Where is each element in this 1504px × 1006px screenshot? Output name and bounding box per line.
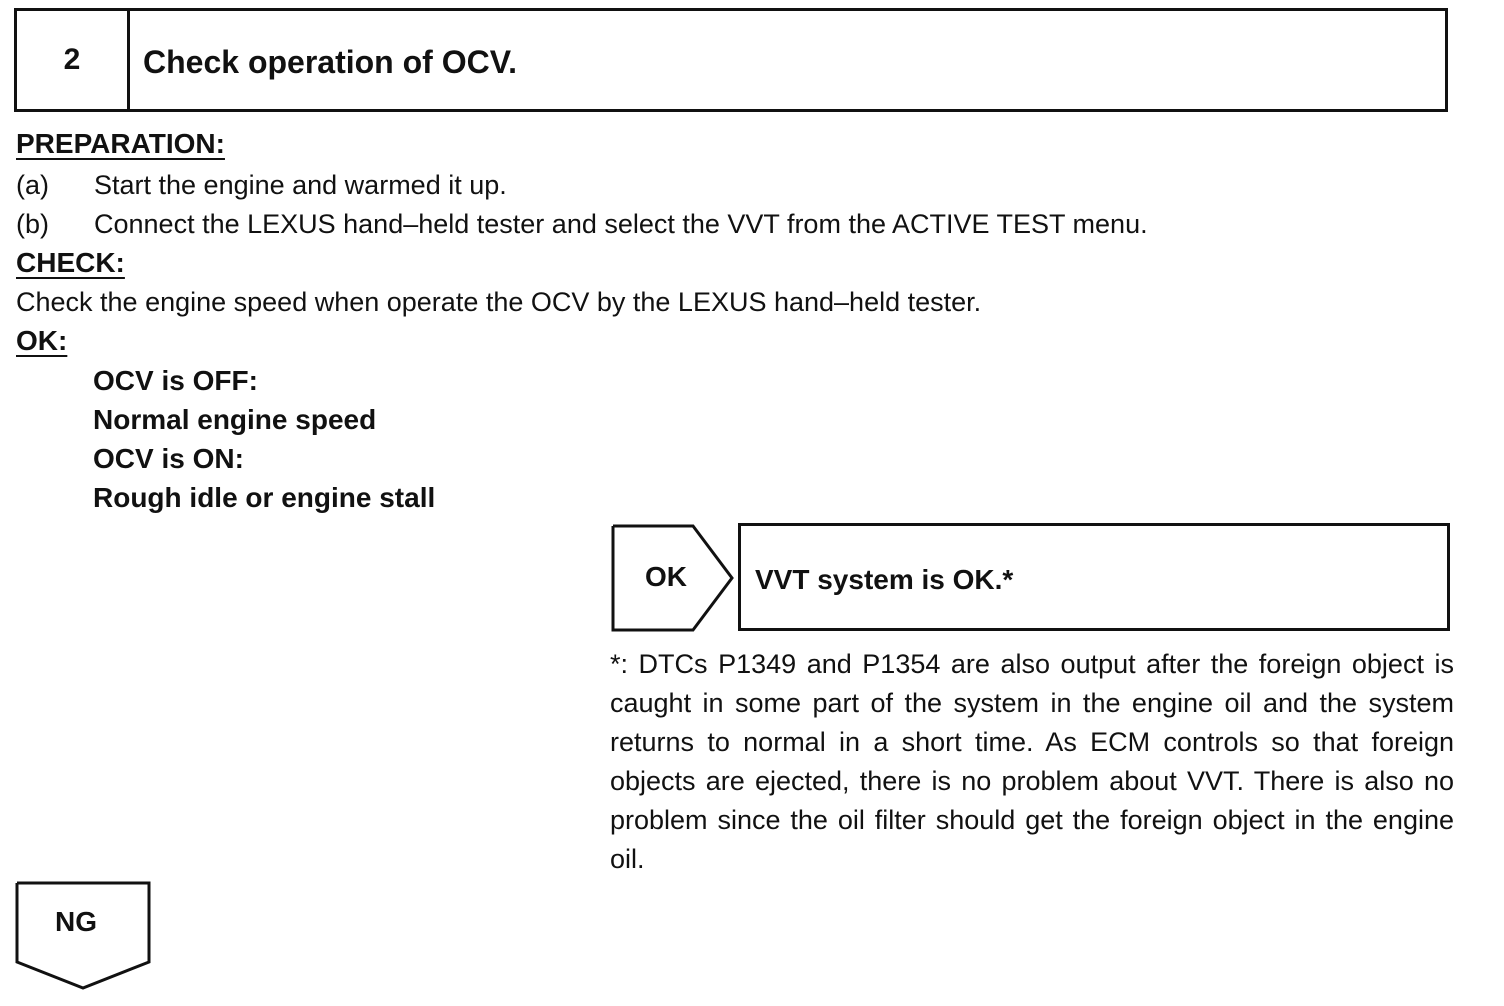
ok-spec-line: OCV is OFF:	[93, 365, 258, 396]
preparation-item-a	[16, 170, 507, 201]
ok-spec-line: OCV is ON:	[93, 443, 244, 474]
ok-label: OK	[645, 561, 687, 592]
check-text: Check the engine speed when operate the OCV by the LEXUS hand–held tester.	[16, 287, 982, 317]
step-title: Check operation of OCV.	[143, 44, 517, 80]
ok-heading: OK:	[16, 325, 68, 356]
ng-label: NG	[55, 906, 97, 937]
preparation-item-b	[16, 209, 1148, 240]
step-header	[14, 8, 1448, 112]
item-letter: (b)	[16, 209, 49, 239]
ok-result-box	[738, 523, 1450, 631]
step-number: 2	[17, 11, 130, 109]
check-heading: CHECK:	[16, 247, 125, 278]
ok-spec-line: Normal engine speed	[93, 404, 377, 435]
footnote: *: DTCs P1349 and P1354 are also output after the foreign object is caught in some part of the system in the engine oil and the system returns to normal in a short time. As ECM controls so that foreign objects are ejected, there is no problem about VVT. There is also no problem since the oil filter should get the foreign object in the engine oil.	[610, 649, 1454, 874]
item-letter: (a)	[16, 170, 49, 200]
item-text: Connect the LEXUS hand–held tester and select the VVT from the ACTIVE TEST menu.	[94, 209, 1148, 239]
ok-spec-line: Rough idle or engine stall	[93, 482, 436, 513]
item-text: Start the engine and warmed it up.	[94, 170, 507, 200]
preparation-heading: PREPARATION:	[16, 128, 225, 159]
ok-result-text: VVT system is OK.*	[755, 564, 1014, 595]
